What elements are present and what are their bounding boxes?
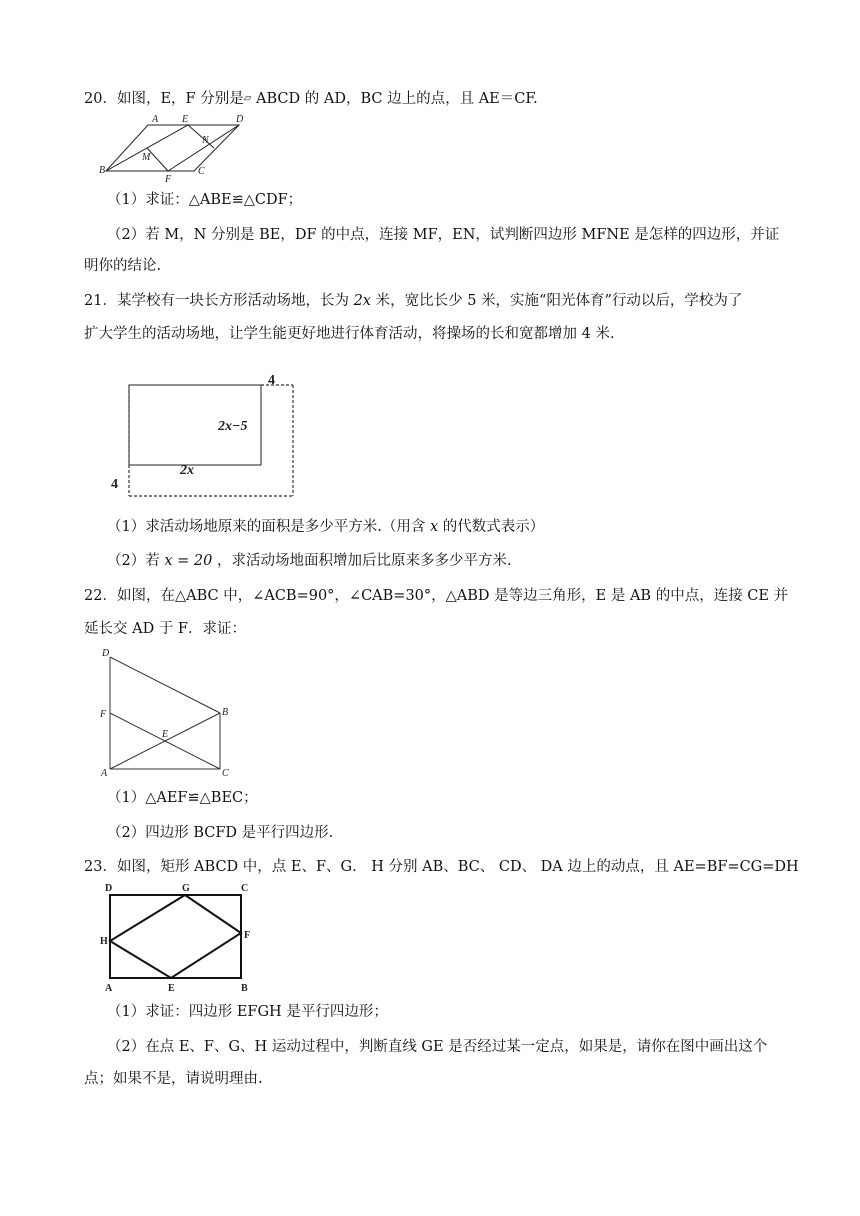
- parallelogram-symbol: ▱: [243, 93, 252, 104]
- q23-label-b: B: [241, 983, 248, 994]
- q23-label-a: A: [105, 983, 113, 994]
- q22-stem-line2: 延长交 AD 于 F．求证：: [84, 621, 246, 637]
- q21-field-figure: [110, 374, 300, 502]
- q20-label-m: M: [142, 152, 151, 163]
- q21-label-top-right-4: 4: [268, 374, 275, 388]
- q23-label-g: G: [182, 883, 190, 894]
- q21-stem-line2: 扩大学生的活动场地，让学生能更好地进行体育活动，将操场的长和宽都增加 4 米.: [84, 326, 615, 342]
- q22-label-d: D: [102, 648, 110, 659]
- q23-stem: 23．如图，矩形 ABCD 中，点 E、F、G． H 分别 AB、BC、 CD、 DA 边上的动点，且 AE=BF=CG=DH: [84, 859, 799, 875]
- q20-stem: 20．如图，E，F 分别是▱ ABCD 的 AD，BC 边上的点，且 AE＝CF.: [84, 91, 538, 107]
- q23-label-e: E: [168, 983, 175, 994]
- q23-part1: （1）求证：四边形 EFGH 是平行四边形；: [107, 1004, 388, 1020]
- q22-stem-line1: 22．如图，在△ABC 中，∠ACB=90°，∠CAB=30°，△ABD 是等边三角形，E 是 AB 的中点，连接 CE 并: [84, 588, 789, 604]
- q21-part2: （2）若 x = 20 ，求活动场地面积增加后比原来多多少平方米.: [107, 553, 512, 569]
- q20-label-e: E: [182, 114, 189, 125]
- q20-label-n: N: [202, 135, 209, 146]
- q22-triangle-figure: [96, 645, 236, 780]
- q20-part2: （2）若 M，N 分别是 BE，DF 的中点，连接 MF，EN，试判断四边形 MFNE 是怎样的四边形，并证: [107, 227, 780, 243]
- q23-label-h: H: [100, 936, 108, 947]
- q21-label-bottom-left-4: 4: [111, 477, 118, 492]
- q23-label-f: F: [244, 930, 251, 941]
- q22-part2: （2）四边形 BCFD 是平行四边形.: [107, 825, 334, 841]
- q21-label-width-expr: 2x−5: [218, 419, 248, 434]
- q20-label-b: B: [99, 165, 106, 176]
- q22-label-f: F: [100, 709, 107, 720]
- q23-part2: （2）在点 E、F、G、H 运动过程中，判断直线 GE 是否经过某一定点，如果是，请你在图中画出这个: [107, 1039, 768, 1055]
- q23-label-c: C: [241, 883, 249, 894]
- q22-part1: （1）△AEF≌△BEC；: [107, 790, 258, 806]
- q22-label-a: A: [101, 768, 108, 779]
- q22-label-e: E: [162, 729, 169, 740]
- q21-part1: （1）求活动场地原来的面积是多少平方米.（用含 x 的代数式表示）: [107, 519, 545, 535]
- q23-label-d: D: [105, 883, 113, 894]
- q21-stem-line1: 21．某学校有一块长方形活动场地，长为 2x 米，宽比长少 5 米，实施“阳光体育”行动以后，学校为了: [84, 293, 743, 309]
- q23-part2-cont: 点；如果不是，请说明理由.: [84, 1071, 263, 1087]
- q20-parallelogram-figure: [96, 112, 256, 184]
- q23-rectangle-figure: [98, 880, 258, 998]
- q21-label-length-expr: 2x: [180, 463, 194, 478]
- q20-part1: （1）求证：△ABE≌△CDF；: [107, 192, 303, 208]
- q20-part2-cont: 明你的结论.: [84, 258, 162, 274]
- q22-label-b: B: [222, 707, 229, 718]
- q20-label-d: D: [236, 114, 244, 125]
- q20-label-f: F: [165, 174, 172, 184]
- q20-label-c: C: [198, 166, 205, 177]
- q20-label-a: A: [152, 114, 159, 125]
- q22-label-c: C: [222, 768, 229, 779]
